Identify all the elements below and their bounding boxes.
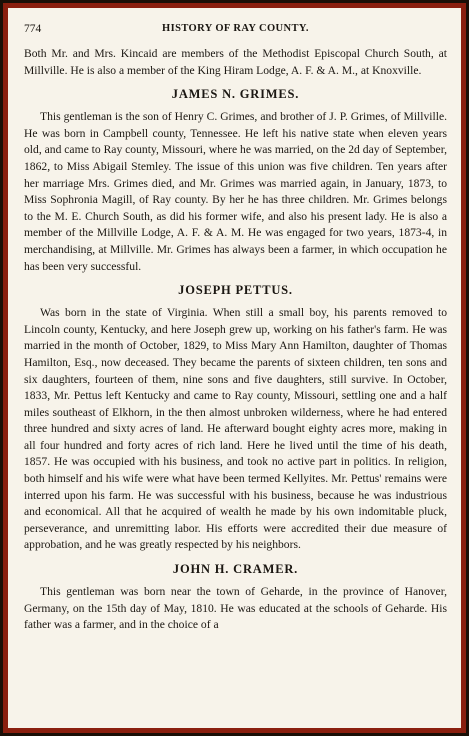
page-header	[24, 20, 447, 38]
paragraph-james-n-grimes: This gentleman is the son of Henry C. Grimes, and brother of J. P. Grimes, of Millville. He was born in Campbell county, Tennessee. He left his native state when eleven years old, and came to Ray county, Missouri, where he was married, on the 2d day of September, 1862, to Miss Abigail Stemley. The issue of this union was five children. Ten years after her marriage Mrs. Grimes died, and Mr. Grimes was married again, in January, 1873, to Miss Sophronia Magill, of Ray county. By her he has three children. Mr. Grimes belongs to the M. E. Church South, as did his former wife, and also his present lady. He is also a member of the Millville Lodge, A. F. & A. M. He was engaged for two years, 1873-4, in merchandising, at Millville. Mr. Grimes has always been a farmer, in which occupation he has been very successful.	[24, 110, 447, 273]
page-frame	[3, 3, 466, 733]
running-head: HISTORY OF RAY COUNTY.	[162, 23, 309, 34]
paragraph-john-h-cramer: This gentleman was born near the town of Geharde, in the province of Hanover, Germany, on the 15th day of May, 1810. He was educated at the schools of Geharde. His father was a farmer, and in the choice of a	[24, 585, 447, 632]
heading-james-n-grimes: JAMES N. GRIMES.	[171, 87, 300, 102]
heading-john-h-cramer: JOHN H. CRAMER.	[172, 562, 299, 577]
paragraph-joseph-pettus: Was born in the state of Virginia. When still a small boy, his parents removed to Lincoln county, Kentucky, and here Joseph grew up, working on his father's farm. He was married in the month of October, 1829, to Miss Mary Ann Hamilton, daughter of Thomas Hamilton, Esq., now deceased. They became the parents of sixteen children, ten sons and six daughters, fourteen of them, nine sons and five daughters, still survive. In October, 1833, Mr. Pettus left Kentucky and came to Ray county, Missouri, settling one and a half miles southeast of Elkhorn, in the then almost unbroken wilderness, where he had entered three hundred and sixty acres of land. He afterward bought eighty acres more, making in all four hundred and forty acres of rich land. Here he lived until the time of his death, 1857. He was occupied with his business, and took no active part in politics. In religion, both himself and his wife were what have been termed Kellyites. Mr. Pettus' remains were interred upon his farm. He was successful with his business, because he was industrious and economical. All that he acquired of wealth he made by his own indomitable pluck, perseverance, and unremitting labor. His efforts were accredited their due measure of approbation, and he was greatly respected by his neighbors.	[24, 306, 447, 552]
page-number: 774	[24, 23, 42, 35]
paragraph-kincaid-continuation: Both Mr. and Mrs. Kincaid are members of the Methodist Episcopal Church South, at Millville. He is also a member of the King Hiram Lodge, A. F. & A. M., at Knoxville.	[24, 47, 447, 77]
book-page	[8, 8, 461, 728]
heading-joseph-pettus: JOSEPH PETTUS.	[178, 283, 293, 298]
